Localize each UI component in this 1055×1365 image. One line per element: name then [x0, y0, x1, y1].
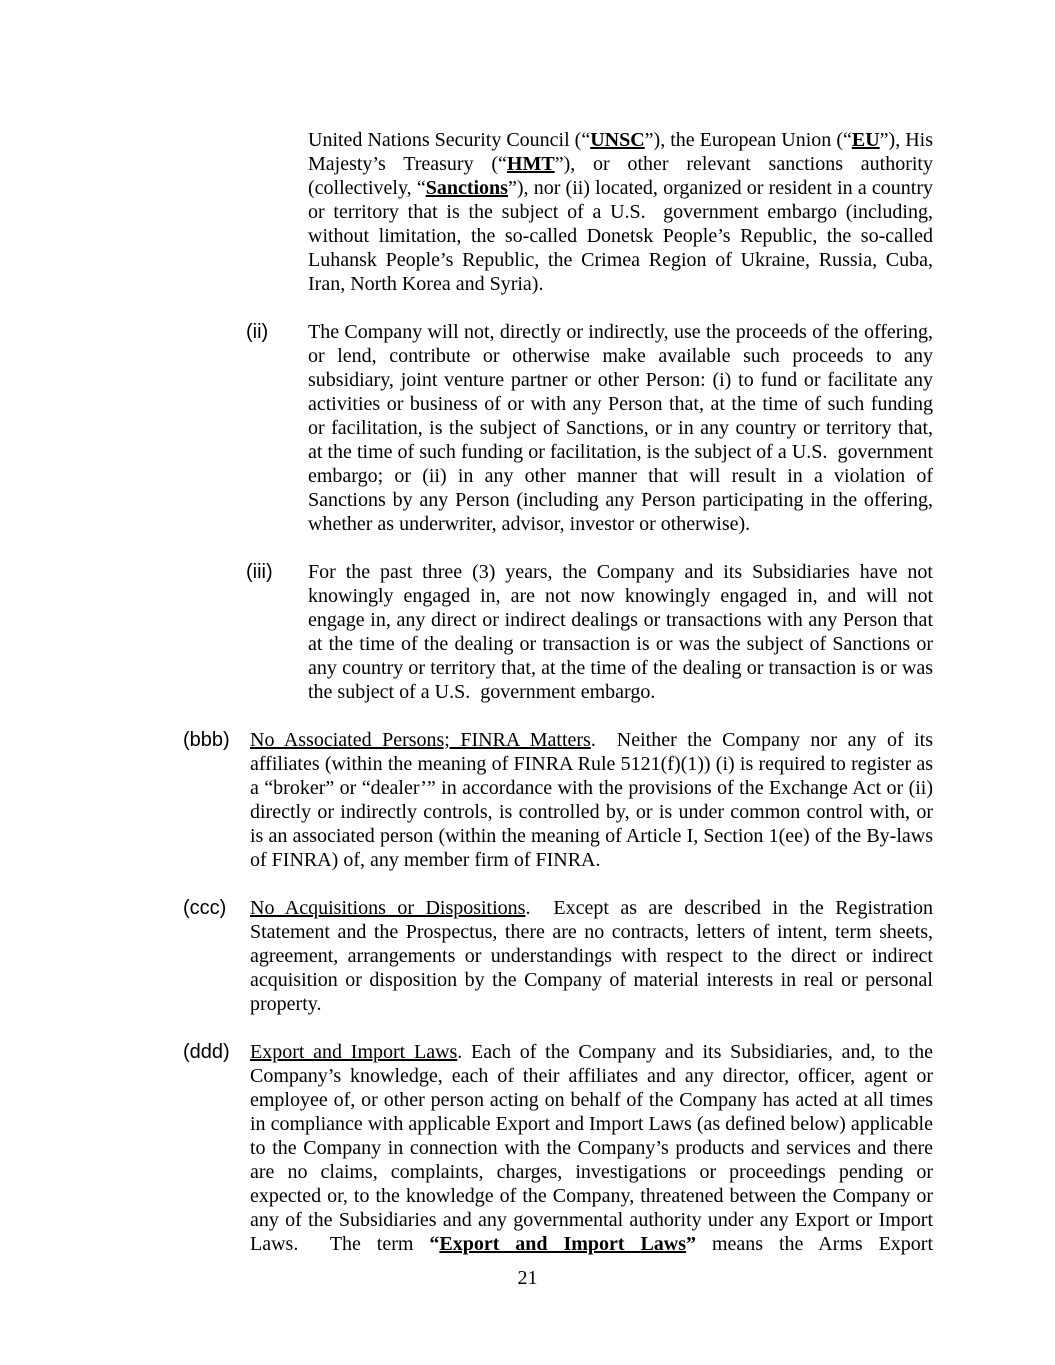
clause-marker-bbb: (bbb)	[183, 729, 230, 751]
clause-ccc	[0, 896, 1055, 1016]
page-number: 21	[517, 1267, 538, 1289]
paragraph-text: No Associated Persons; FINRA Matters. Neither the Company nor any of its affiliates (within the meaning of FINRA Rule 5121(f)(1)) (i) is required to register as a “broker” or “dealer’” in accordance with the provisions of the Exchange Act or (ii) directly or indirectly controls, is controlled by, or is under common control with, or is an associated person (within the meaning of Article I, Section 1(ee) of the By-laws of FINRA) of, any member firm of FINRA.	[250, 729, 933, 871]
clause-iii	[0, 560, 1055, 704]
clause-marker-iii: (iii)	[246, 561, 273, 583]
clause-marker-ccc: (ccc)	[183, 897, 227, 919]
paragraph-text: Export and Import Laws. Each of the Company and its Subsidiaries, and, to the Company’s knowledge, each of their affiliates and any director, officer, agent or employee of, or other person acting on behalf of the Company has acted at all times in compliance with applicable Export and Import Laws (as defined below) applicable to the Company in connection with the Company’s products and services and there are no claims, complaints, charges, investigations or proceedings pending or expected or, to the knowledge of the Company, threatened between the Company or any of the Subsidiaries and any governmental authority under any Export or Import Laws. The term “Export and Import Laws” means the Arms Export	[250, 1041, 934, 1255]
paragraph-text: The Company will not, directly or indirectly, use the proceeds of the offering, or lend, contribute or otherwise make available such proceeds to any subsidiary, joint venture partner or other Person: (i) to fund or facilitate any activities or business of or with any Person that, at the time of such funding or facilitation, is the subject of Sanctions, or in any country or territory that, at the time of such funding or facilitation, is the subject of a U.S. government embargo; or (ii) in any other manner that will result in a violation of Sanctions by any Person (including any Person participating in the offering, whether as underwriter, advisor, investor or otherwise).	[308, 321, 933, 535]
clause-marker-ddd: (ddd)	[183, 1041, 230, 1063]
paragraph-sanctions-continuation	[0, 128, 1055, 296]
paragraph-text: United Nations Security Council (“UNSC”), the European Union (“EU”), His Majesty’s Treasury (“HMT”), or other relevant sanctions authority (collectively, “Sanctions”), nor (ii) located, organized or resident in a country or territory that is the subject of a U.S. government embargo (including, without limitation, the so-called Donetsk People’s Republic, the so-called Luhansk People’s Republic, the Crimea Region of Ukraine, Russia, Cuba, Iran, North Korea and Syria).	[308, 129, 934, 295]
paragraph-text: No Acquisitions or Dispositions. Except as are described in the Registration Statement and the Prospectus, there are no contracts, letters of intent, term sheets, agreement, arrangements or understandings with respect to the direct or indirect acquisition or disposition by the Company of material interests in real or personal property.	[250, 897, 933, 1015]
clause-ddd	[0, 1040, 1055, 1256]
paragraph-text: For the past three (3) years, the Company and its Subsidiaries have not knowingly engaged in, are not now knowingly engaged in, and will not engage in, any direct or indirect dealings or transactions with any Person that at the time of the dealing or transaction is or was the subject of Sanctions or any country or territory that, at the time of the dealing or transaction is or was the subject of a U.S. government embargo.	[308, 561, 933, 703]
clause-ii	[0, 320, 1055, 536]
clause-marker-ii: (ii)	[246, 321, 269, 343]
clause-bbb	[0, 728, 1055, 872]
